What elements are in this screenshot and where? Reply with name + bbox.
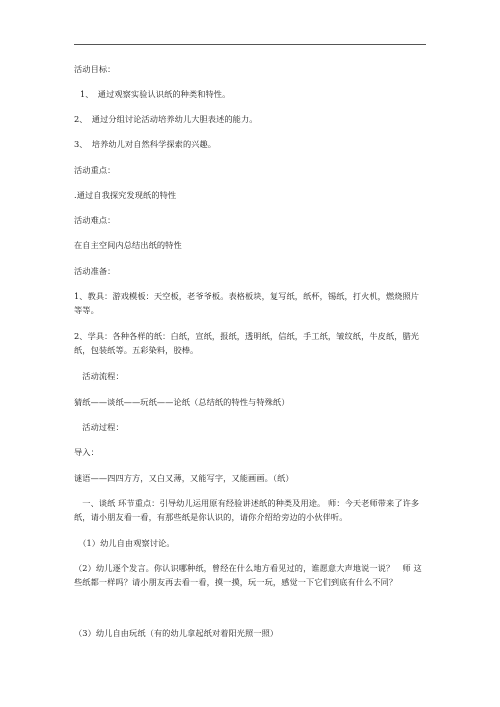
heading-goals: 活动目标：: [74, 64, 116, 74]
goal-item-2: 2、 通过分组讨论活动培养幼儿大胆表述的能力。: [74, 114, 258, 124]
riddle-text: 谜语——四四方方，又白又薄，又能写字，又能画画。（纸）: [74, 473, 294, 483]
step-2-text: （2）幼儿逐个发言。你认识哪种纸，曾经在什么地方看见过的，谁愿意大声地说一说？ 师 这些纸都一样吗？请小朋友再去看一看，摸一摸，玩一玩，感觉一下它们到底有什么不同？: [74, 563, 422, 587]
heading-difficulties: 活动难点：: [74, 215, 116, 225]
heading-process: 活动过程：: [74, 422, 124, 432]
goal-item-1: 1、 通过观察实验认识纸的种类和特性。: [80, 89, 231, 99]
header-rule: [74, 44, 426, 45]
section-one-text: 一、谈纸 环节重点：引导幼儿运用原有经验讲述纸的种类及用途。 师：今天老师带来了许多纸，请小朋友看一看，有那些纸是你认识的，请你介绍给旁边的小伙伴听。: [74, 498, 420, 522]
heading-preparation: 活动准备：: [74, 266, 116, 276]
preparation-learning-aids: 2、学具：各种各样的纸：白纸，宣纸，报纸，透明纸，信纸，手工纸，皱纹纸，牛皮纸，腊光纸，包装纸等。五彩染料，胶棒。: [74, 331, 420, 355]
preparation-teaching-aids: 1、教具：游戏模板：天空板，老爷爷板。表格板块，复写纸，纸杯，锡纸，打火机，燃烧照片等等。: [74, 291, 420, 315]
key-point-text: .通过自我探究发现纸的特性: [74, 190, 177, 200]
heading-intro: 导入：: [74, 447, 99, 457]
goal-item-3: 3、 培养幼儿对自然科学探索的兴趣。: [74, 139, 217, 149]
flow-text: 猜纸——谈纸——玩纸——论纸（总结纸的特性与特殊纸）: [74, 397, 290, 407]
heading-flow: 活动流程：: [74, 371, 124, 381]
step-3-text: （3）幼儿自由玩纸（有的幼儿拿起纸对着阳光照一照）: [74, 628, 279, 638]
heading-key-points: 活动重点：: [74, 165, 116, 175]
difficulty-text: 在自主空间内总结出纸的特性: [74, 240, 182, 250]
step-1-text: （1）幼儿自由观察讨论。: [74, 538, 175, 548]
